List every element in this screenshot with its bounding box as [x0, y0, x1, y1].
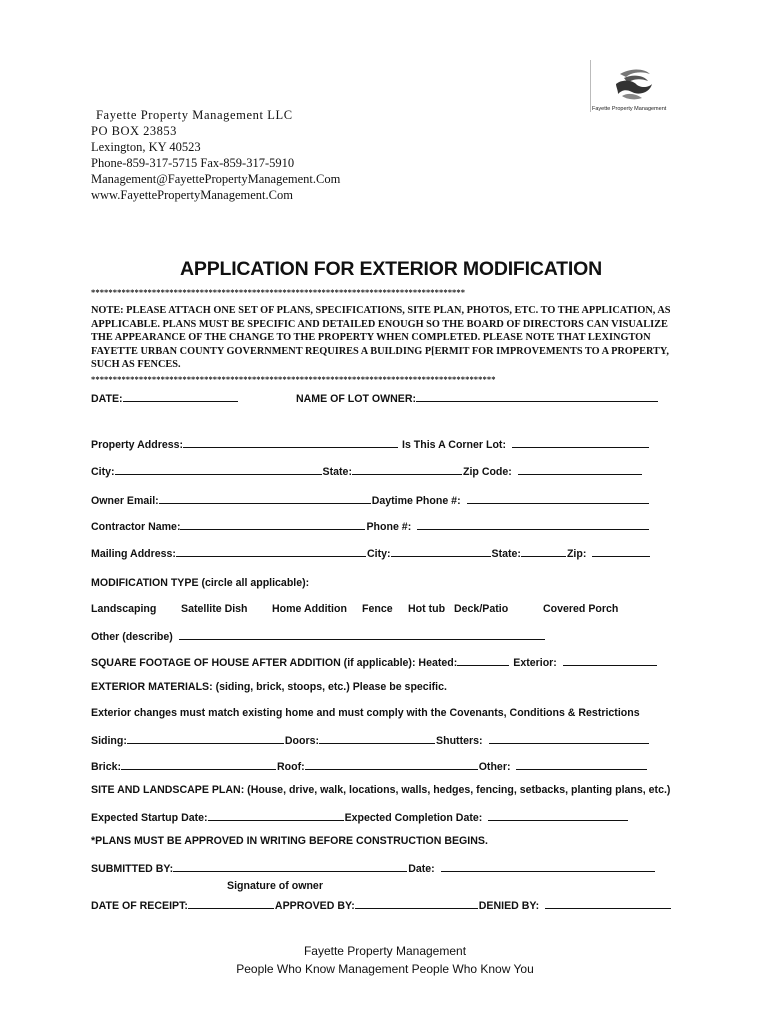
signature-caption: Signature of owner: [227, 880, 323, 892]
logo-swirl-icon: [610, 66, 660, 106]
option-satellite-dish[interactable]: Satellite Dish: [181, 603, 248, 615]
city-state-zip-row: [91, 464, 643, 478]
owner-email-row: [91, 493, 650, 507]
roof-label: Roof:: [277, 761, 305, 773]
doors-label: Doors:: [284, 735, 320, 747]
option-hot-tub[interactable]: Hot tub: [408, 603, 446, 615]
submission-date-label: Date:: [408, 863, 435, 875]
po-box: PO BOX 23853: [91, 124, 177, 138]
property-address-row: [91, 437, 650, 451]
lot-owner-label: NAME OF LOT OWNER:: [296, 393, 417, 405]
mailing-city-label: City:: [366, 548, 391, 560]
property-address-label: Property Address:: [91, 439, 184, 451]
zip-code-label: Zip Code:: [462, 466, 512, 478]
other-material-input-line[interactable]: [516, 759, 647, 770]
corner-lot-input-line[interactable]: [512, 437, 649, 448]
startup-date-label: Expected Startup Date:: [91, 812, 208, 824]
stars-divider-top: **************************************************************************************: [91, 287, 466, 297]
state-label: State:: [322, 466, 352, 478]
date-label: DATE:: [91, 393, 123, 405]
submitted-by-input-line[interactable]: [173, 861, 407, 872]
other-material-label: Other:: [478, 761, 511, 773]
other-describe-label: Other (describe): [91, 631, 173, 643]
siding-label: Siding:: [91, 735, 127, 747]
brick-input-line[interactable]: [121, 759, 276, 770]
expected-dates-row: [91, 810, 629, 824]
contractor-name-label: Contractor Name:: [91, 521, 181, 533]
mailing-state-input-line[interactable]: [521, 546, 566, 557]
logo-divider: [590, 60, 591, 112]
city-label: City:: [91, 466, 115, 478]
daytime-phone-label: Daytime Phone #:: [371, 495, 461, 507]
city-line: Lexington, KY 40523: [91, 140, 201, 154]
page-title: APPLICATION FOR EXTERIOR MODIFICATION: [180, 258, 602, 280]
mailing-city-input-line[interactable]: [391, 546, 491, 557]
footer-company: Fayette Property Management: [303, 944, 467, 958]
approved-by-input-line[interactable]: [355, 898, 478, 909]
mailing-address-row: [91, 546, 651, 560]
city-input-line[interactable]: [115, 464, 322, 475]
company-name: Fayette Property Management LLC: [96, 108, 293, 122]
other-describe-input-line[interactable]: [179, 629, 545, 640]
doors-input-line[interactable]: [319, 733, 435, 744]
date-field: [91, 391, 239, 405]
date-input-line[interactable]: [123, 391, 238, 402]
option-landscaping[interactable]: Landscaping: [91, 603, 157, 615]
footer-tagline: People Who Know Management People Who Know You: [236, 962, 534, 976]
submitted-by-row: [91, 861, 656, 875]
modification-heading: MODIFICATION TYPE (circle all applicable):: [91, 577, 310, 589]
approval-note: *PLANS MUST BE APPROVED IN WRITING BEFORE CONSTRUCTION BEGINS.: [91, 835, 488, 847]
option-home-addition[interactable]: Home Addition: [272, 603, 347, 615]
corner-lot-label: Is This A Corner Lot:: [402, 439, 506, 451]
siding-row: [91, 733, 650, 747]
lot-owner-field: [296, 391, 659, 405]
property-address-input-line[interactable]: [183, 437, 398, 448]
exterior-label: Exterior:: [513, 657, 557, 669]
contractor-row: [91, 519, 650, 533]
mailing-zip-label: Zip:: [566, 548, 587, 560]
date-of-receipt-label: DATE OF RECEIPT:: [91, 900, 188, 912]
materials-rule: Exterior changes must match existing home and must comply with the Covenants, Conditions & Restrictions: [91, 707, 640, 719]
shutters-input-line[interactable]: [489, 733, 649, 744]
square-footage-label: SQUARE FOOTAGE OF HOUSE AFTER ADDITION (if applicable): Heated:: [91, 657, 458, 669]
company-logo: [590, 60, 682, 120]
owner-email-label: Owner Email:: [91, 495, 159, 507]
heated-input-line[interactable]: [457, 655, 509, 666]
zip-code-input-line[interactable]: [518, 464, 642, 475]
mailing-zip-input-line[interactable]: [592, 546, 650, 557]
option-covered-porch[interactable]: Covered Porch: [543, 603, 619, 615]
email-link[interactable]: Management@FayettePropertyManagement.Com: [91, 172, 341, 186]
completion-date-input-line[interactable]: [488, 810, 628, 821]
siding-input-line[interactable]: [127, 733, 284, 744]
denied-by-label: DENIED BY:: [478, 900, 540, 912]
denied-by-input-line[interactable]: [545, 898, 671, 909]
stars-divider-bottom: *********************************************************************************************: [91, 374, 496, 384]
submitted-by-label: SUBMITTED BY:: [91, 863, 174, 875]
daytime-phone-input-line[interactable]: [467, 493, 649, 504]
contractor-name-input-line[interactable]: [180, 519, 365, 530]
logo-text: Fayette Property Management: [592, 106, 667, 112]
owner-email-input-line[interactable]: [159, 493, 371, 504]
website-link[interactable]: www.FayettePropertyManagement.Com: [91, 188, 293, 202]
site-plan-label: SITE AND LANDSCAPE PLAN: (House, drive, walk, locations, walls, hedges, fencing, setbacks, planting plans, etc.): [91, 784, 671, 796]
materials-heading: EXTERIOR MATERIALS: (siding, brick, stoops, etc.) Please be specific.: [91, 681, 447, 693]
approved-by-label: APPROVED BY:: [274, 900, 355, 912]
phone-line: Phone-859-317-5715 Fax-859-317-5910: [91, 156, 295, 170]
option-fence[interactable]: Fence: [362, 603, 393, 615]
phone-input-line[interactable]: [417, 519, 649, 530]
mailing-address-input-line[interactable]: [176, 546, 366, 557]
mailing-state-label: State:: [491, 548, 521, 560]
startup-date-input-line[interactable]: [208, 810, 344, 821]
option-deck-patio[interactable]: Deck/Patio: [454, 603, 509, 615]
other-describe-row: [91, 629, 546, 643]
state-input-line[interactable]: [352, 464, 462, 475]
submission-date-input-line[interactable]: [441, 861, 655, 872]
completion-date-label: Expected Completion Date:: [344, 812, 483, 824]
exterior-input-line[interactable]: [563, 655, 657, 666]
shutters-label: Shutters:: [436, 735, 483, 747]
square-footage-row: [91, 655, 658, 669]
note-text: NOTE: PLEASE ATTACH ONE SET OF PLANS, SPECIFICATIONS, SITE PLAN, PHOTOS, ETC. TO THE APPLICATION, AS APPLICABLE. PLANS MUST BE SPECIFIC AND DETAILED ENOUGH SO THE BOARD OF DIRECTORS CAN VISUALIZE THE APPEARANCE OF THE CHANGE TO THE PROPERTY WHEN COMPLETED. PLEASE NOTE THAT LEXINGTON FAYETTE URBAN COUNTY GOVERNMENT REQUIRES A BUILDING P[ERMIT FOR IMPROVEMENTS TO A PROPERTY, SUCH AS FENCES.: [91, 305, 671, 371]
date-of-receipt-input-line[interactable]: [188, 898, 274, 909]
brick-row: [91, 759, 648, 773]
office-use-row: [91, 898, 672, 912]
lot-owner-input-line[interactable]: [416, 391, 658, 402]
phone-label: Phone #:: [366, 521, 412, 533]
brick-label: Brick:: [91, 761, 122, 773]
roof-input-line[interactable]: [305, 759, 478, 770]
mailing-address-label: Mailing Address:: [91, 548, 176, 560]
